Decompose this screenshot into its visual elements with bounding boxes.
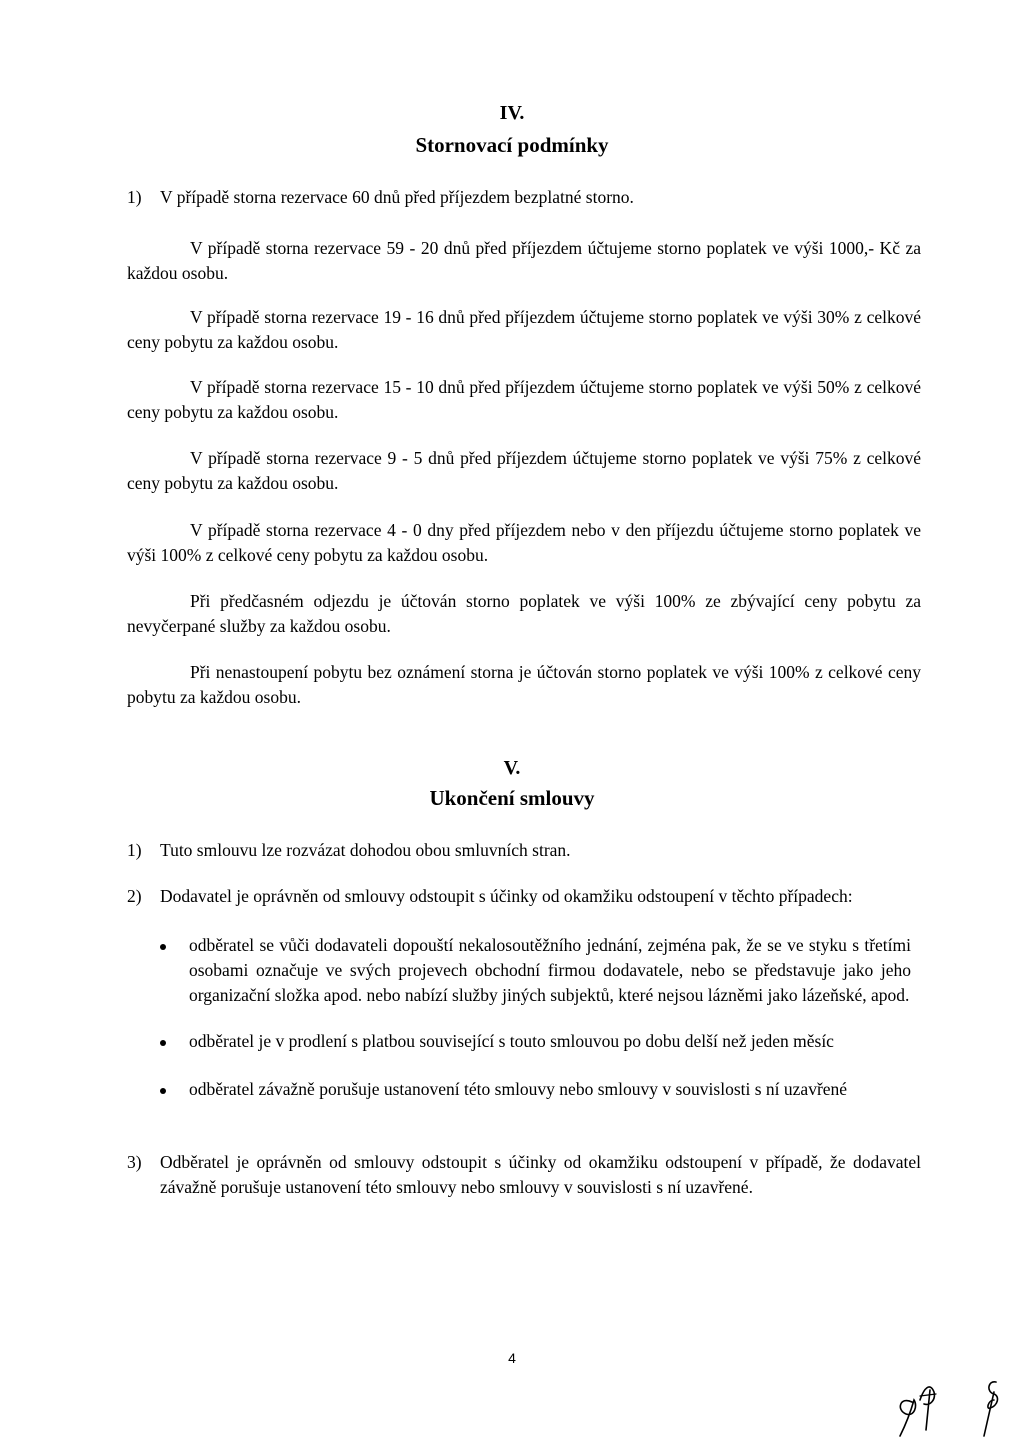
section-v-item3-text: Odběratel je oprávněn od smlouvy odstoupit s účinky od okamžiku odstoupení v případě, že dodavatel závažně porušuje ustanovení této smlouvy nebo smlouvy v souvislosti s ní uzavřené. xyxy=(160,1152,921,1197)
storno-paragraph-9-5: V případě storna rezervace 9 - 5 dnů před příjezdem účtujeme storno poplatek ve výši 75% z celkové ceny pobytu za každou osobu. xyxy=(127,448,921,493)
section-iv-number: IV. xyxy=(499,102,525,124)
section-v-item1-number: 1) xyxy=(127,840,142,860)
section-v-number: V. xyxy=(503,757,521,779)
section-v-item2-number: 2) xyxy=(127,886,142,906)
bullet-breach: odběratel závažně porušuje ustanovení této smlouvy nebo smlouvy v souvislosti s ní uzavřené xyxy=(189,1079,848,1099)
bullet-dot xyxy=(160,944,166,950)
section-v-item2-text: Dodavatel je oprávněn od smlouvy odstoupit s účinky od okamžiku odstoupení v těchto případech: xyxy=(160,886,853,906)
handwritten-initials xyxy=(890,1370,1010,1440)
bullet-dot xyxy=(160,1088,166,1094)
bullet-unfair-competition: odběratel se vůči dodavateli dopouští nekalosoutěžního jednání, zejména pak, že se ve styku s třetími osobami označuje ve svých projevech obchodní firmou dodavatele, nebo se představuje jako jeho organizační složka apod. nebo nabízí služby jiných subjektů, které nejsou lázněmi jako lázeňské, apod. xyxy=(189,935,911,1005)
storno-paragraph-59-20: V případě storna rezervace 59 - 20 dnů před příjezdem účtujeme storno poplatek ve výši 1000,- Kč za každou osobu. xyxy=(127,238,921,283)
storno-paragraph-60: V případě storna rezervace 60 dnů před příjezdem bezplatné storno. xyxy=(160,187,634,207)
section-v-title: Ukončení smlouvy xyxy=(429,786,595,810)
section-v-item3-number: 3) xyxy=(127,1152,142,1172)
section-iv-item1-number: 1) xyxy=(127,187,142,207)
storno-paragraph-4-0: V případě storna rezervace 4 - 0 dny před příjezdem nebo v den příjezdu účtujeme storno poplatek ve výši 100% z celkové ceny pobytu za každou osobu. xyxy=(127,520,921,565)
page-number: 4 xyxy=(508,1350,516,1366)
bullet-dot xyxy=(160,1040,166,1046)
early-departure-paragraph: Při předčasném odjezdu je účtován storno poplatek ve výši 100% ze zbývající ceny pobytu za nevyčerpané služby za každou osobu. xyxy=(127,591,921,636)
section-v-item1-text: Tuto smlouvu lze rozvázat dohodou obou smluvních stran. xyxy=(160,840,571,860)
storno-paragraph-15-10: V případě storna rezervace 15 - 10 dnů před příjezdem účtujeme storno poplatek ve výši 50% z celkové ceny pobytu za každou osobu. xyxy=(127,377,921,422)
bullet-payment-delay: odběratel je v prodlení s platbou související s touto smlouvou po dobu delší než jeden měsíc xyxy=(189,1031,834,1051)
section-iv-title: Stornovací podmínky xyxy=(415,133,609,157)
storno-paragraph-19-16: V případě storna rezervace 19 - 16 dnů před příjezdem účtujeme storno poplatek ve výši 30% z celkové ceny pobytu za každou osobu. xyxy=(127,307,921,352)
no-show-paragraph: Při nenastoupení pobytu bez oznámení storna je účtován storno poplatek ve výši 100% z celkové ceny pobytu za každou osobu. xyxy=(127,662,921,707)
